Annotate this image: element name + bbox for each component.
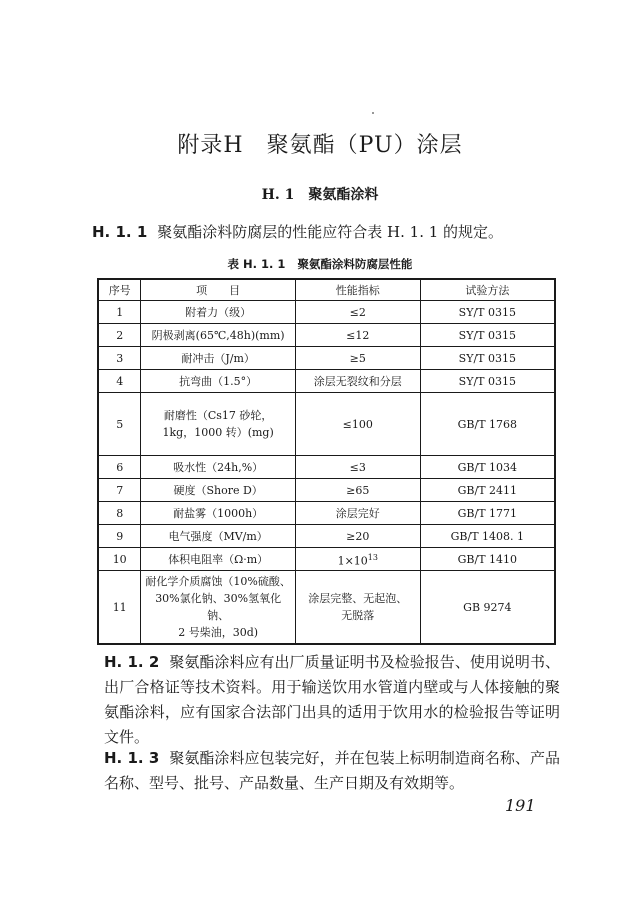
speck bbox=[372, 112, 374, 114]
cell-method: SY/T 0315 bbox=[420, 370, 555, 393]
cell-no: 11 bbox=[98, 571, 141, 645]
cell-item: 体积电阻率（Ω·m） bbox=[141, 548, 296, 571]
cell-item bbox=[141, 571, 296, 645]
section-heading bbox=[0, 184, 640, 204]
cell-no: 2 bbox=[98, 324, 141, 347]
cell-item: 耐盐雾（1000h） bbox=[141, 502, 296, 525]
cell-item: 电气强度（MV/m） bbox=[141, 525, 296, 548]
clause-number: H. 1. 3 bbox=[104, 749, 160, 767]
header-index: 性能指标 bbox=[295, 279, 420, 301]
cell-item-line: 耐化学介质腐蚀（10%硫酸、 bbox=[145, 575, 291, 588]
cell-item: 阴极剥离(65℃,48h)(mm) bbox=[141, 324, 296, 347]
cell-index bbox=[295, 571, 420, 645]
cell-no: 7 bbox=[98, 479, 141, 502]
cell-item: 耐冲击（J/m） bbox=[141, 347, 296, 370]
cell-no: 8 bbox=[98, 502, 141, 525]
table-header-row bbox=[98, 279, 555, 301]
clause-h-1-3 bbox=[104, 746, 560, 796]
clause-text: 聚氨酯涂料应包装完好，并在包装上标明制造商名称、产品名称、型号、批号、产品数量、生产日期及有效期等。 bbox=[104, 749, 560, 792]
cell-index-exponent: 13 bbox=[367, 552, 378, 562]
table-row bbox=[98, 571, 555, 645]
table-title: 聚氨酯涂料防腐层性能 bbox=[297, 257, 413, 271]
cell-method: GB/T 1410 bbox=[420, 548, 555, 571]
table-row bbox=[98, 324, 555, 347]
cell-item: 抗弯曲（1.5°） bbox=[141, 370, 296, 393]
cell-index bbox=[295, 548, 420, 571]
table-row bbox=[98, 301, 555, 324]
table-row bbox=[98, 548, 555, 571]
cell-index: 涂层完好 bbox=[295, 502, 420, 525]
header-method: 试验方法 bbox=[420, 279, 555, 301]
clause-number: H. 1. 2 bbox=[104, 653, 160, 671]
cell-method: GB/T 1768 bbox=[420, 393, 555, 456]
table-caption bbox=[0, 256, 640, 272]
cell-no: 1 bbox=[98, 301, 141, 324]
cell-no: 6 bbox=[98, 456, 141, 479]
clause-h-1-1 bbox=[92, 220, 558, 245]
header-item: 项 目 bbox=[141, 279, 296, 301]
cell-no: 4 bbox=[98, 370, 141, 393]
cell-index: ≤2 bbox=[295, 301, 420, 324]
section-number: H. 1 bbox=[261, 187, 295, 203]
table-row bbox=[98, 370, 555, 393]
cell-method: GB/T 1034 bbox=[420, 456, 555, 479]
cell-index-line: 无脱落 bbox=[341, 609, 375, 622]
section-title: 聚氨酯涂料 bbox=[308, 187, 379, 203]
cell-method: GB 9274 bbox=[420, 571, 555, 645]
page-number: 191 bbox=[505, 796, 536, 815]
cell-no: 5 bbox=[98, 393, 141, 456]
table-row bbox=[98, 525, 555, 548]
cell-item bbox=[141, 393, 296, 456]
cell-item-line: 30%氯化钠、30%氢氧化钠、 bbox=[155, 592, 282, 622]
clause-number: H. 1. 1 bbox=[92, 223, 148, 241]
cell-item: 硬度（Shore D） bbox=[141, 479, 296, 502]
appendix-title: 附录H 聚氨酯（PU）涂层 bbox=[177, 133, 463, 158]
cell-index: ≥5 bbox=[295, 347, 420, 370]
cell-item: 吸水性（24h,%） bbox=[141, 456, 296, 479]
cell-no: 10 bbox=[98, 548, 141, 571]
cell-index: ≤100 bbox=[295, 393, 420, 456]
cell-item-line: 1kg，1000 转）(mg) bbox=[162, 426, 274, 439]
cell-method: GB/T 1771 bbox=[420, 502, 555, 525]
table-row bbox=[98, 502, 555, 525]
cell-method: SY/T 0315 bbox=[420, 301, 555, 324]
cell-item-line: 2 号柴油，30d) bbox=[178, 626, 259, 639]
cell-index: ≥20 bbox=[295, 525, 420, 548]
table-row bbox=[98, 479, 555, 502]
cell-item: 附着力（级） bbox=[141, 301, 296, 324]
cell-method: GB/T 2411 bbox=[420, 479, 555, 502]
performance-table bbox=[97, 278, 556, 645]
table-row bbox=[98, 393, 555, 456]
cell-method: SY/T 0315 bbox=[420, 347, 555, 370]
cell-item-line: 耐磨性（Cs17 砂轮， bbox=[163, 409, 273, 422]
clause-text: 聚氨酯涂料应有出厂质量证明书及检验报告、使用说明书、出厂合格证等技术资料。用于输送饮用水管道内壁或与人体接触的聚氨酯涂料，应有国家合法部门出具的适用于饮用水的检验报告等证明文件。 bbox=[104, 653, 560, 746]
cell-index: ≤12 bbox=[295, 324, 420, 347]
cell-method: GB/T 1408. 1 bbox=[420, 525, 555, 548]
table-number: 表 H. 1. 1 bbox=[227, 257, 286, 271]
table-row bbox=[98, 456, 555, 479]
cell-index: ≤3 bbox=[295, 456, 420, 479]
clause-h-1-2 bbox=[104, 650, 560, 750]
table-row bbox=[98, 347, 555, 370]
cell-index: 涂层无裂纹和分层 bbox=[295, 370, 420, 393]
cell-no: 9 bbox=[98, 525, 141, 548]
header-no: 序号 bbox=[98, 279, 141, 301]
cell-method: SY/T 0315 bbox=[420, 324, 555, 347]
cell-index-base: 1×10 bbox=[337, 554, 368, 568]
clause-text: 聚氨酯涂料防腐层的性能应符合表 H. 1. 1 的规定。 bbox=[157, 223, 504, 241]
cell-index: ≥65 bbox=[295, 479, 420, 502]
cell-no: 3 bbox=[98, 347, 141, 370]
cell-index-line: 涂层完整、无起泡、 bbox=[308, 592, 408, 605]
